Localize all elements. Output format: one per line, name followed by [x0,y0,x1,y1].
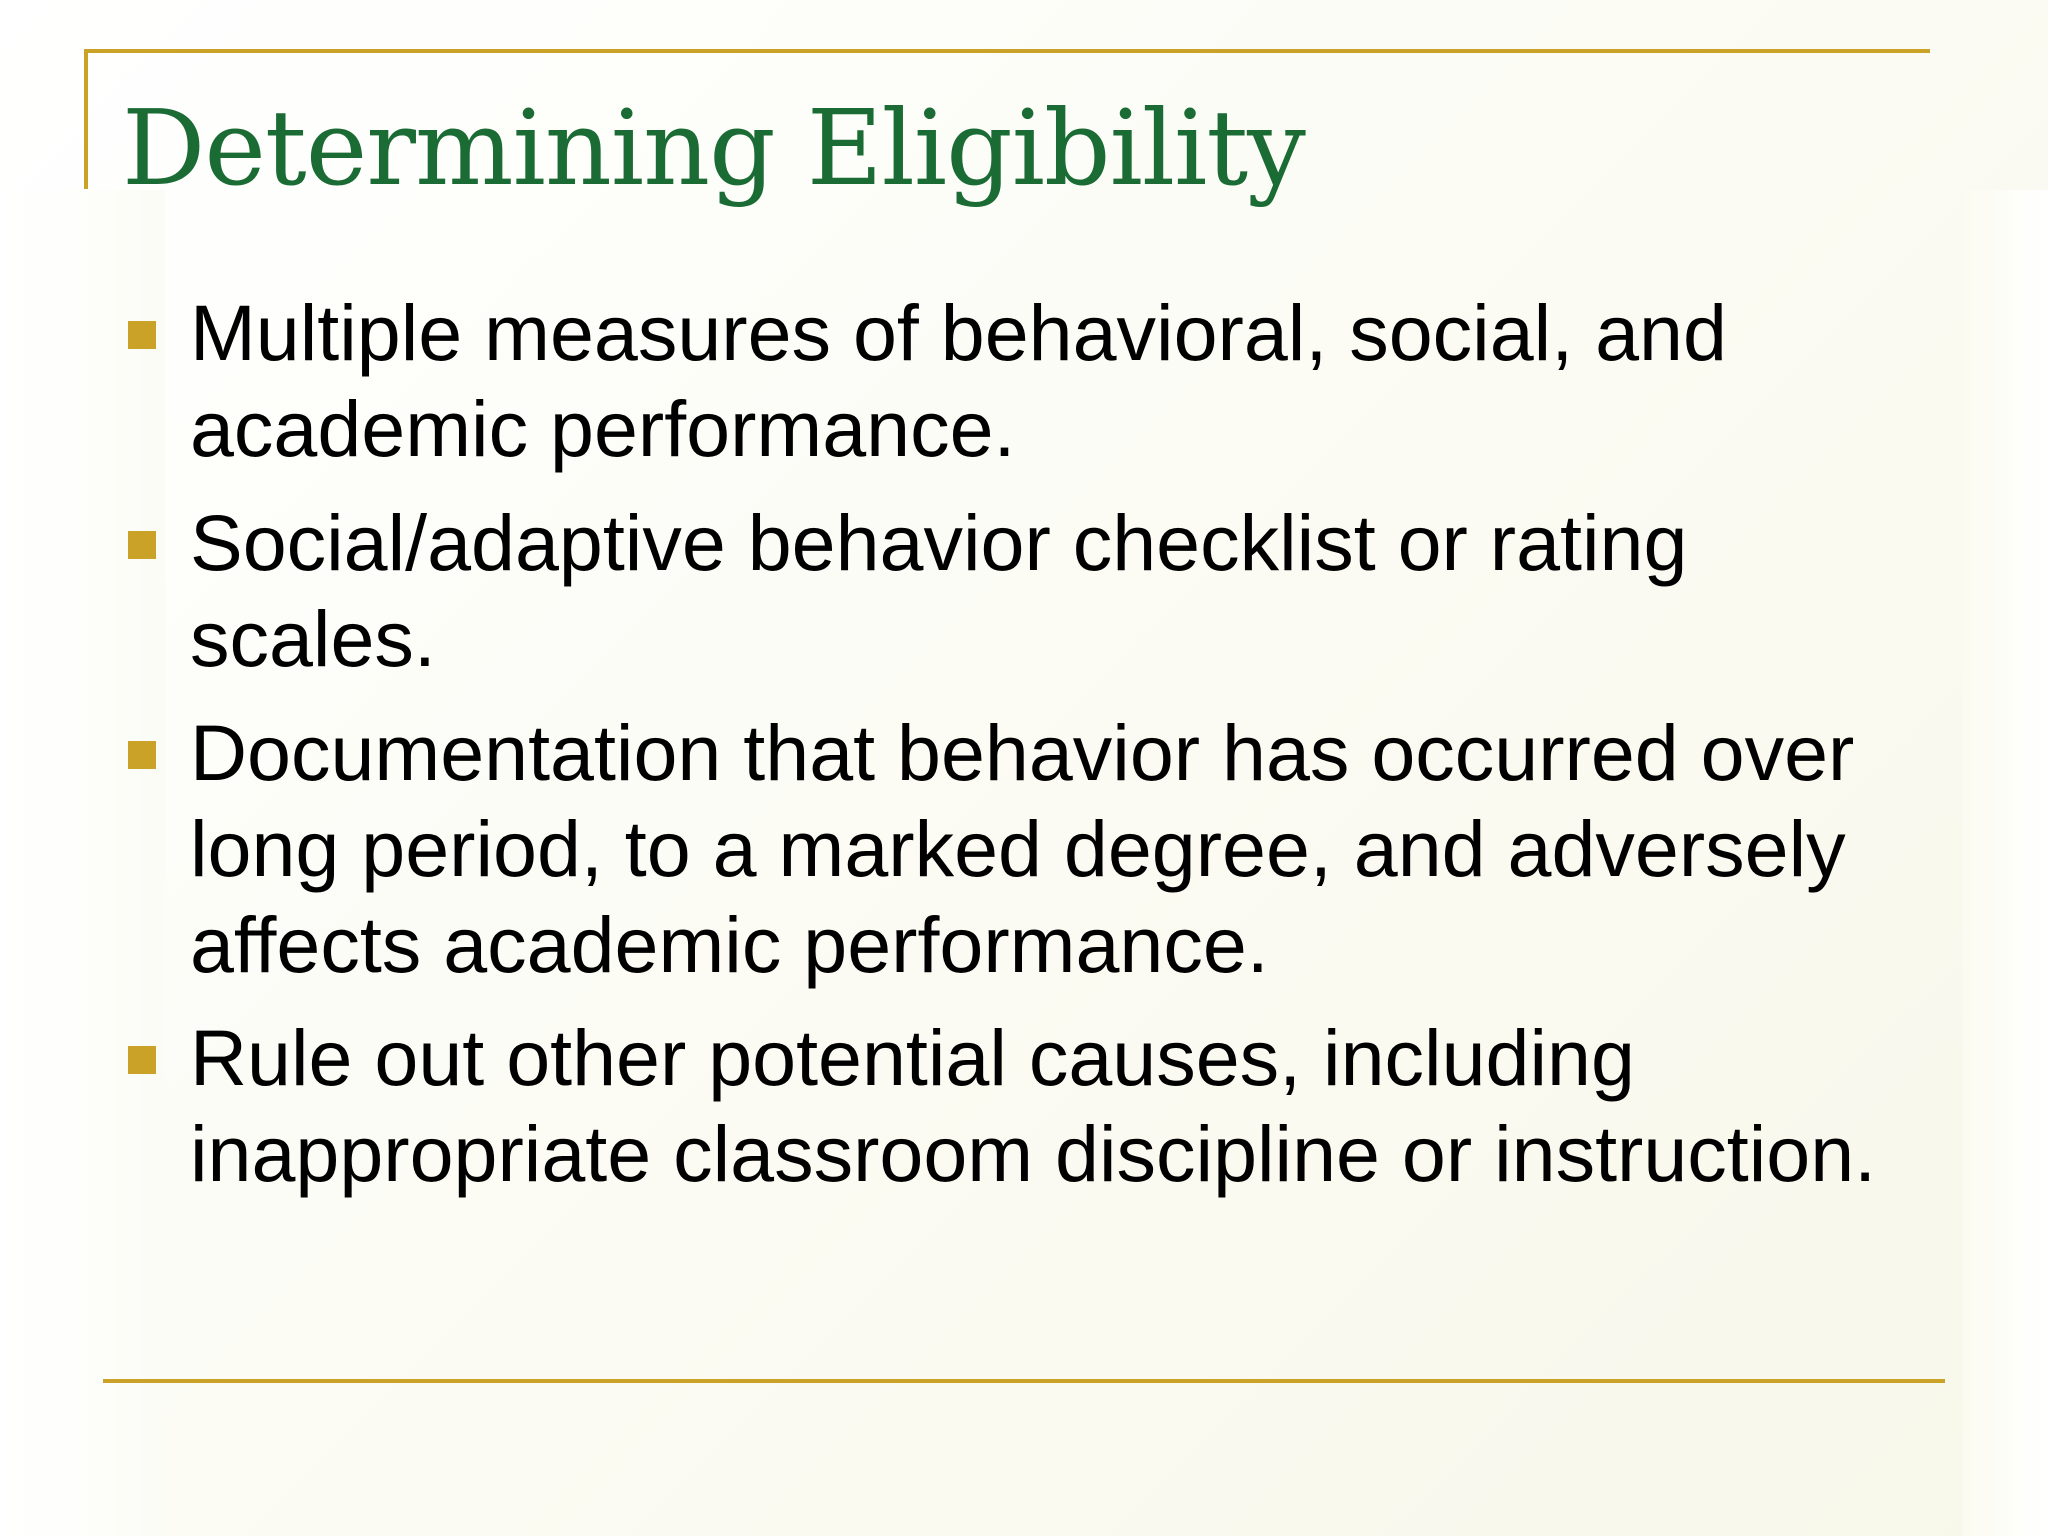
square-bullet-icon [128,741,156,769]
square-bullet-icon [128,531,156,559]
bullet-text: Social/adaptive behavior checklist or rating scales. [190,498,1688,683]
bullet-item [190,705,1950,993]
bullet-item [190,285,1950,477]
bullet-text: Multiple measures of behavioral, social, and academic performance. [190,288,1727,473]
slide-title: Determining Eligibility [122,87,1305,209]
square-bullet-icon [128,1046,156,1074]
bottom-frame-rule [103,1379,1945,1383]
square-bullet-icon [128,321,156,349]
bullet-item [190,1010,1950,1202]
bullet-text: Documentation that behavior has occurred over long period, to a marked degree, and adversely affects academic performance. [190,708,1855,989]
bullet-text: Rule out other potential causes, including inappropriate classroom discipline or instruction. [190,1013,1877,1198]
bullet-item [190,495,1950,687]
